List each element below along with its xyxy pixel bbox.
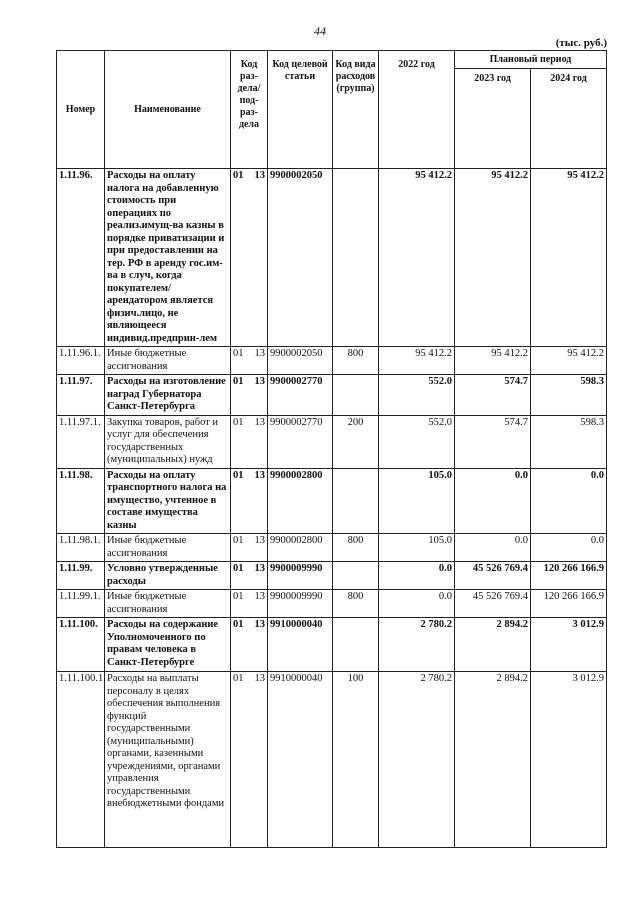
table-row: [57, 562, 607, 590]
row-value-2022: 0.0: [379, 590, 455, 618]
row-name: Условно утвержденные расходы: [105, 562, 231, 590]
row-value-2024: 120 266 166.9: [531, 562, 607, 590]
row-name: Расходы на оплату налога на добавленную стоимость при операциях по реализ.имущ-ва казны в порядке приватизации и при предоставлении на тер. РФ в аренду гос.им-ва в случ, когда покупателем/арендатором является физич.лицо, не являющееся индивид.предприн-лем: [105, 169, 231, 347]
row-name: Расходы на оплату транспортного налога на имущество, учтенное в составе имущества казны: [105, 468, 231, 534]
table-row: [57, 534, 607, 562]
row-subsection-code: 13: [254, 619, 265, 630]
row-subsection-code: 13: [254, 170, 265, 181]
row-section-code: 01: [233, 170, 244, 181]
row-expense-type: [333, 562, 379, 590]
table-row: [57, 169, 607, 347]
row-target: 9900002800: [268, 534, 333, 562]
row-value-2024: 3 012.9: [531, 672, 607, 848]
row-section: [231, 562, 268, 590]
row-subsection-code: 13: [254, 535, 265, 546]
row-target: 9910000040: [268, 618, 333, 672]
row-subsection-code: 13: [254, 591, 265, 602]
row-value-2024: 598.3: [531, 415, 607, 468]
table-row: [57, 468, 607, 534]
row-section-code: 01: [233, 563, 244, 574]
row-number: 1.11.98.1.: [57, 534, 105, 562]
row-number: 1.11.99.: [57, 562, 105, 590]
row-section: [231, 169, 268, 347]
row-value-2023: 2 894.2: [455, 672, 531, 848]
row-target: 9900009990: [268, 562, 333, 590]
row-section: [231, 672, 268, 848]
row-subsection-code: 13: [254, 673, 265, 684]
table-row: [57, 590, 607, 618]
row-section-code: 01: [233, 591, 244, 602]
header-name: Наименование: [105, 51, 231, 169]
row-value-2024: 95 412.2: [531, 169, 607, 347]
row-target: 9900002770: [268, 415, 333, 468]
row-value-2023: 0.0: [455, 468, 531, 534]
row-name: Иные бюджетные ассигнования: [105, 590, 231, 618]
row-value-2023: 95 412.2: [455, 169, 531, 347]
row-number: 1.11.96.1.: [57, 347, 105, 375]
row-value-2023: 95 412.2: [455, 347, 531, 375]
row-number: 1.11.97.1.: [57, 415, 105, 468]
row-value-2023: 45 526 769.4: [455, 590, 531, 618]
row-section: [231, 375, 268, 416]
row-expense-type: 800: [333, 590, 379, 618]
row-value-2022: 105.0: [379, 468, 455, 534]
header-number: Номер: [57, 51, 105, 169]
row-name: Расходы на выплаты персоналу в целях обеспечения выполнения функций государственными (муниципальными) органами, казенными учреждениями, органами управления государственными внебюджетными фондами: [105, 672, 231, 848]
row-value-2023: 574.7: [455, 415, 531, 468]
row-target: 9900002770: [268, 375, 333, 416]
row-expense-type: 200: [333, 415, 379, 468]
row-subsection-code: 13: [254, 469, 265, 481]
row-name: Расходы на содержание Уполномоченного по правам человека в Санкт-Петербурге: [105, 618, 231, 672]
row-expense-type: 800: [333, 347, 379, 375]
row-value-2023: 2 894.2: [455, 618, 531, 672]
row-value-2024: 0.0: [531, 468, 607, 534]
table-row: [57, 618, 607, 672]
row-section-code: 01: [233, 376, 244, 387]
row-value-2022: 552.0: [379, 415, 455, 468]
row-target: 9900002050: [268, 169, 333, 347]
row-target: 9910000040: [268, 672, 333, 848]
row-target: 9900009990: [268, 590, 333, 618]
page-number: 44: [314, 24, 326, 38]
row-expense-type: [333, 618, 379, 672]
row-number: 1.11.96.: [57, 169, 105, 347]
row-subsection-code: 13: [254, 376, 265, 387]
row-subsection-code: 13: [254, 348, 265, 359]
header-section: Код раз-дела/ под-раз-дела: [231, 51, 268, 169]
row-section: [231, 468, 268, 534]
table-row: [57, 415, 607, 468]
table-body: [57, 169, 607, 848]
row-section-code: 01: [233, 619, 244, 630]
row-section-code: 01: [233, 469, 244, 481]
table-row: [57, 347, 607, 375]
row-value-2022: 2 780.2: [379, 672, 455, 848]
row-name: Закупка товаров, работ и услуг для обеспечения государственных (муниципальных) нужд: [105, 415, 231, 468]
row-name: Иные бюджетные ассигнования: [105, 534, 231, 562]
row-expense-type: [333, 169, 379, 347]
row-section: [231, 415, 268, 468]
row-section: [231, 590, 268, 618]
row-subsection-code: 13: [254, 416, 265, 428]
row-target: 9900002800: [268, 468, 333, 534]
row-value-2024: 3 012.9: [531, 618, 607, 672]
row-section-code: 01: [233, 673, 244, 684]
row-value-2024: 120 266 166.9: [531, 590, 607, 618]
row-value-2024: 0.0: [531, 534, 607, 562]
row-expense-type: 800: [333, 534, 379, 562]
row-value-2023: 45 526 769.4: [455, 562, 531, 590]
row-section-code: 01: [233, 416, 244, 428]
row-name: Иные бюджетные ассигнования: [105, 347, 231, 375]
table-row: [57, 672, 607, 848]
row-name: Расходы на изготовление наград Губернатора Санкт-Петербурга: [105, 375, 231, 416]
row-value-2022: 552.0: [379, 375, 455, 416]
row-value-2022: 105.0: [379, 534, 455, 562]
row-expense-type: [333, 375, 379, 416]
row-number: 1.11.100.1.: [57, 672, 105, 848]
budget-table: [56, 50, 607, 848]
row-expense-type: 100: [333, 672, 379, 848]
row-value-2022: 95 412.2: [379, 169, 455, 347]
header-expense-type: Код вида расходов (группа): [333, 51, 379, 169]
row-value-2024: 598.3: [531, 375, 607, 416]
row-number: 1.11.99.1.: [57, 590, 105, 618]
header-2022: 2022 год: [379, 51, 455, 169]
row-section: [231, 618, 268, 672]
row-section-code: 01: [233, 348, 244, 359]
row-expense-type: [333, 468, 379, 534]
row-section-code: 01: [233, 535, 244, 546]
row-value-2023: 574.7: [455, 375, 531, 416]
row-value-2024: 95 412.2: [531, 347, 607, 375]
row-value-2022: 2 780.2: [379, 618, 455, 672]
header-2024: 2024 год: [531, 69, 607, 169]
row-target: 9900002050: [268, 347, 333, 375]
row-section: [231, 347, 268, 375]
header-target: Код целевой статьи: [268, 51, 333, 169]
row-value-2022: 0.0: [379, 562, 455, 590]
row-number: 1.11.100.: [57, 618, 105, 672]
row-subsection-code: 13: [254, 563, 265, 574]
header-planning-period: Плановый период: [455, 51, 607, 69]
row-number: 1.11.97.: [57, 375, 105, 416]
row-value-2022: 95 412.2: [379, 347, 455, 375]
table-row: [57, 375, 607, 416]
units-label: (тыс. руб.): [555, 37, 607, 49]
row-number: 1.11.98.: [57, 468, 105, 534]
header-2023: 2023 год: [455, 69, 531, 169]
row-section: [231, 534, 268, 562]
row-value-2023: 0.0: [455, 534, 531, 562]
